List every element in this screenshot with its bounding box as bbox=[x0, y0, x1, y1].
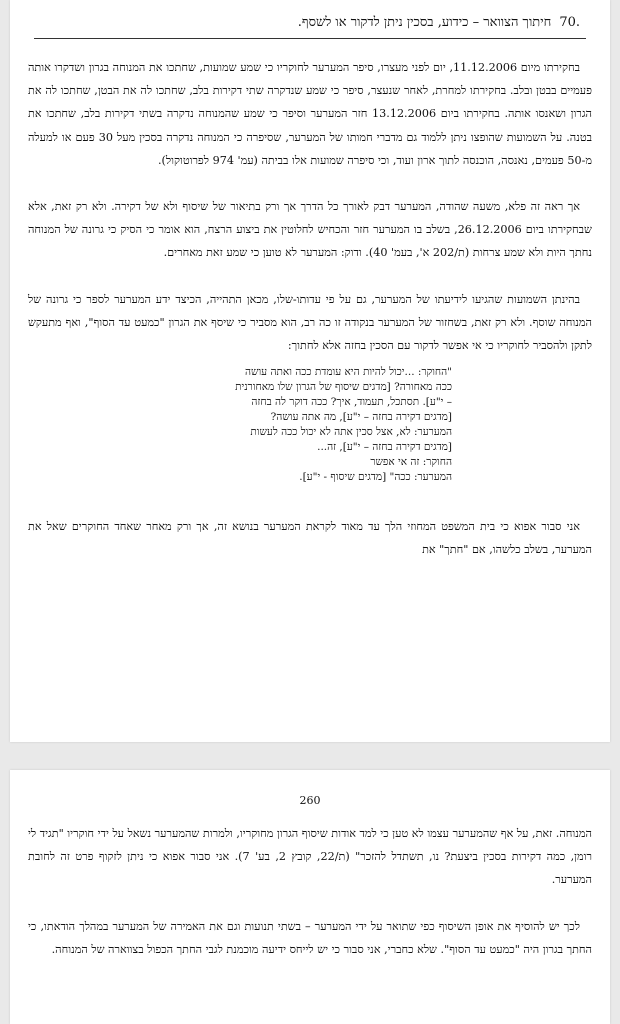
quote-line: "החוקר: ...יכול להיות היא עומדת ככה ואתה עושה bbox=[245, 366, 452, 379]
document-page-2 bbox=[10, 770, 610, 1024]
paragraph: בהינתן השמועות שהגיעו לידיעתו של המערער, גם על פי עדותו-שלו, מכאן התהייה, הכיצד ידע המערער לספר כי גרונה של המנוחה שוסף. ולא רק זאת, בשחזור של המערער בנקודה זו כה רב, הוא מסביר כי שיסף את הגרון "כמעט עד הסוף", ואף מתעקש לתקן ולהסביר לחוקריו כי אי אפשר לדקור עם הסכין בחזה אלא לחתוך: bbox=[28, 292, 592, 353]
page-number: 260 bbox=[299, 794, 321, 807]
paragraph: אך ראה זה פלא, משעה שהודה, המערער דבק לאורך כל הדרך אך ורק בתיאור של שיסוף ולא של דקירה. ולא רק זאת, אלא שבחקירתו ביום 26.12.2006, בשלב בו המערער חזר והכחיש לחלוטין את ביצוע הרצח, הוא אומר כי הסיק כי גרונה של המנוחה נחתך היות ולא שמע צרחות (ת/202 א', בעמ' 40). ודוק: המערער לא טוען כי שמע זאת מאחרים. bbox=[28, 200, 592, 260]
header-divider bbox=[34, 38, 586, 39]
page-2-body bbox=[28, 822, 592, 984]
quote-line: המערער: לא, אצל סכין אתה לא יכול ככה לעשות bbox=[250, 426, 452, 439]
header-page-number: .70 bbox=[559, 15, 580, 30]
paragraph: המנוחה. זאת, על אף שהמערער עצמו לא טען כי למד אודות שיסוף הגרון מחוקריו, ולמרות שהמערער נשאל על ידי חוקריו "תגיד לי רומן, כמה דקירות בסכין ביצעת? נו, תשתדל להזכר" (ת/22, קובץ 2, בע' 7). אני סבור אפוא כי ניתן לזקוף פרט זה לחובת המערער. bbox=[28, 827, 592, 887]
document-page-1 bbox=[10, 0, 610, 742]
quote-line: [מדגים דקירה בחזה – י"ע], זה... bbox=[317, 441, 452, 454]
paragraph: לכך יש להוסיף את אופן השיסוף כפי שתואר על ידי המערער – בשתי תנועות וגם את האמירה של המערער במהלך הודאתו, כי החתך בגרון היה "כמעט עד הסוף". שלא כחברי, אני סבור כי יש לייחס ידיעה מוכמנת לגבי החתך הכפול בצווארה של המנוחה. bbox=[28, 919, 592, 956]
paragraph: בחקירתו מיום 11.12.2006, יום לפני מעצרו, סיפר המערער לחוקריו כי שמע שמועות, שחתכו את המנוחה בגרון ושדקרו אותה פעמיים בבטן ובלב. בחקירתו למחרת, לאחר שנעצר, סיפר כי שמע שנדקרה שתי דקירות בלב, שחתכו לה את הבטן, שחתכו לה את הגרון ושאנסו אותה. בחקירתו ביום 13.12.2006 חזר המערער וסיפר כי שמע שהמנוחה נדקרה בשתי דקירות בלב, שחתכו את בטנה. על השמועות שהופצו ניתן ללמוד גם מדברי חמותו של המערער, שסיפרה כי המנוחה נדקרה בסכין מעל 30 פעם או למעלה מ-50 פעמים, נאנסה, הוכנסה לתוך ארון ועוד, וכי סיפרה שמועות אלו בביתה (עמ' 974 לפרוטוקול). bbox=[28, 61, 592, 167]
quote-line: ככה מאחורה? [מדגים שיסוף של הגרון שלו מאחורנית bbox=[235, 381, 452, 394]
paragraph: אני סבור אפוא כי בית המשפט המחוזי הלך עד מאוד לקראת המערער בנושא זה, אך ורק מאחר שאחד החוקרים שאל את המערער, בשלב כלשהו, אם "חתך" את bbox=[28, 520, 592, 557]
quote-line: המערער: ככה" [מדגים שיסוף - י"ע]. bbox=[299, 471, 452, 484]
interrogation-quote bbox=[168, 365, 452, 485]
header-title: חיתוך הצוואר – כידוע, בסכין ניתן לדקור או לשסף. bbox=[297, 15, 552, 30]
page-1-body bbox=[28, 56, 592, 585]
quote-line: – י"ע]. תסתכל, תעמוד, איך? ככה דוקר לה בחזה bbox=[251, 396, 452, 409]
quote-line: החוקר: זה אי אפשר bbox=[370, 456, 452, 469]
running-header bbox=[40, 14, 580, 36]
quote-line: [מדגים דקירה בחזה – י"ע], מה אתה עושה? bbox=[270, 411, 452, 424]
